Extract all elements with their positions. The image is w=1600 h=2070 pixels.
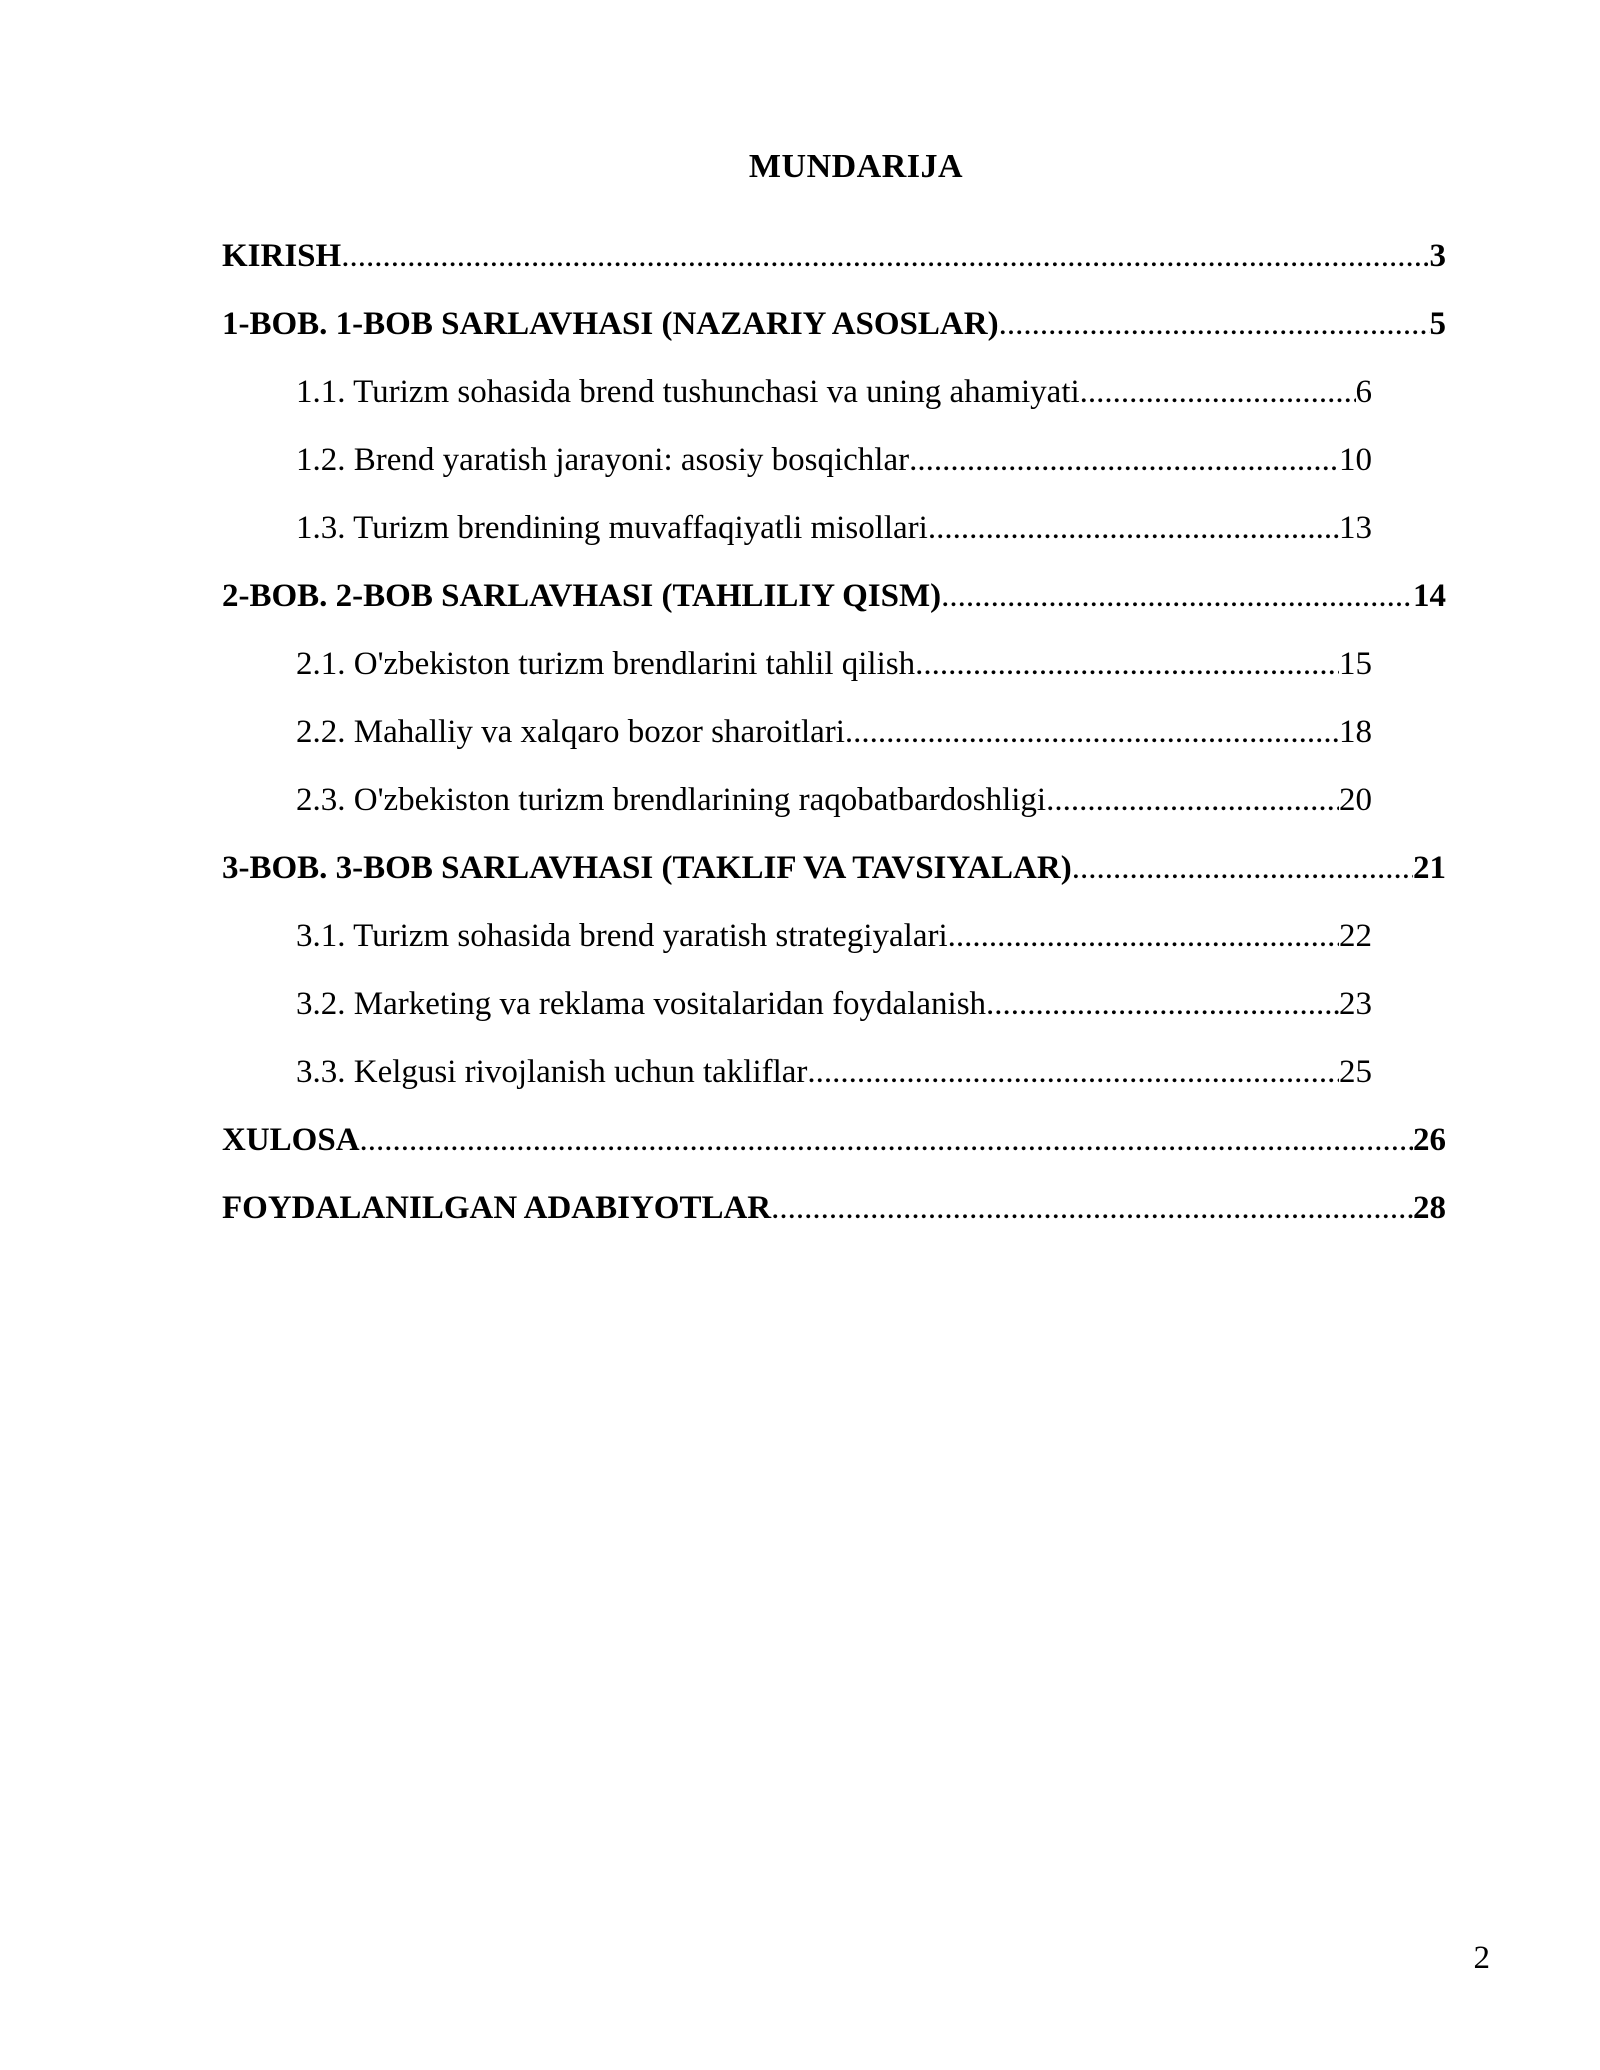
toc-dot-leader — [909, 440, 1339, 480]
toc-entry-section-1-3[interactable] — [296, 508, 1372, 548]
toc-entry-chapter-2[interactable] — [222, 576, 1446, 616]
toc-dot-leader — [928, 508, 1339, 548]
toc-dot-leader — [1072, 848, 1413, 888]
toc-dot-leader — [1080, 372, 1356, 412]
toc-entry-section-1-2[interactable] — [296, 440, 1372, 480]
toc-dot-leader — [341, 236, 1429, 276]
toc-entry-chapter-3[interactable] — [222, 848, 1446, 888]
toc-entry-page: 25 — [1339, 1054, 1372, 1090]
toc-entry-section-2-3[interactable] — [296, 780, 1372, 820]
toc-entry-page: 14 — [1413, 578, 1446, 614]
toc-entry-label: FOYDALANILGAN ADABIYOTLAR — [222, 1190, 772, 1226]
toc-entry-page: 15 — [1339, 646, 1372, 682]
toc-entry-label: 3.1. Turizm sohasida brend yaratish strategiyalari — [296, 918, 948, 954]
toc-entry-page: 21 — [1413, 850, 1446, 886]
toc-entry-kirish[interactable] — [222, 236, 1446, 276]
page-title: MUNDARIJA — [748, 148, 964, 185]
page-number: 2 — [1473, 1940, 1490, 1976]
toc-entry-page: 22 — [1339, 918, 1372, 954]
toc-entry-page: 28 — [1413, 1190, 1446, 1226]
toc-entry-chapter-1[interactable] — [222, 304, 1446, 344]
toc-dot-leader — [360, 1120, 1413, 1160]
toc-dot-leader — [915, 644, 1339, 684]
toc-entry-label: KIRISH — [222, 238, 342, 274]
toc-entry-label: 1.2. Brend yaratish jarayoni: asosiy bosqichlar — [296, 442, 910, 478]
toc-entry-label: 1.1. Turizm sohasida brend tushunchasi va uning ahamiyati — [296, 374, 1080, 410]
toc-entry-label: 2.1. O'zbekiston turizm brendlarini tahlil qilish — [296, 646, 916, 682]
toc-dot-leader — [771, 1188, 1413, 1228]
toc-entry-xulosa[interactable] — [222, 1120, 1446, 1160]
toc-dot-leader — [986, 984, 1339, 1024]
toc-entry-page: 10 — [1339, 442, 1372, 478]
toc-entry-label: 3.3. Kelgusi rivojlanish uchun takliflar — [296, 1054, 808, 1090]
toc-dot-leader — [1046, 780, 1339, 820]
toc-dot-leader — [807, 1052, 1339, 1092]
toc-entry-page: 6 — [1355, 374, 1372, 410]
toc-entry-label: 1.3. Turizm brendining muvaffaqiyatli misollari — [296, 510, 928, 546]
toc-entry-label: 3.2. Marketing va reklama vositalaridan foydalanish — [296, 986, 987, 1022]
toc-entry-section-1-1[interactable] — [296, 372, 1372, 412]
toc-entry-page: 5 — [1429, 306, 1446, 342]
toc-entry-label: 2.3. O'zbekiston turizm brendlarining raqobatbardoshligi — [296, 782, 1047, 818]
toc-entry-page: 26 — [1413, 1122, 1446, 1158]
toc-dot-leader — [941, 576, 1413, 616]
toc-entry-section-3-1[interactable] — [296, 916, 1372, 956]
toc-entry-page: 20 — [1339, 782, 1372, 818]
toc-entry-label: 2-BOB. 2-BOB SARLAVHASI (TAHLILIY QISM) — [222, 578, 942, 614]
toc-dot-leader — [999, 304, 1430, 344]
toc-entry-section-2-1[interactable] — [296, 644, 1372, 684]
toc-entry-label: XULOSA — [222, 1122, 360, 1158]
toc-entry-page: 18 — [1339, 714, 1372, 750]
toc-entry-references[interactable] — [222, 1188, 1446, 1228]
toc-entry-section-3-3[interactable] — [296, 1052, 1372, 1092]
toc-dot-leader — [845, 712, 1339, 752]
toc-entry-label: 1-BOB. 1-BOB SARLAVHASI (NAZARIY ASOSLAR) — [222, 306, 999, 342]
toc-entry-label: 3-BOB. 3-BOB SARLAVHASI (TAKLIF VA TAVSIYALAR) — [222, 850, 1072, 886]
toc-entry-page: 23 — [1339, 986, 1372, 1022]
toc-entry-section-3-2[interactable] — [296, 984, 1372, 1024]
toc-dot-leader — [948, 916, 1339, 956]
toc-entry-label: 2.2. Mahalliy va xalqaro bozor sharoitlari — [296, 714, 845, 750]
toc-entry-section-2-2[interactable] — [296, 712, 1372, 752]
toc-entry-page: 3 — [1429, 238, 1446, 274]
toc-entry-page: 13 — [1339, 510, 1372, 546]
